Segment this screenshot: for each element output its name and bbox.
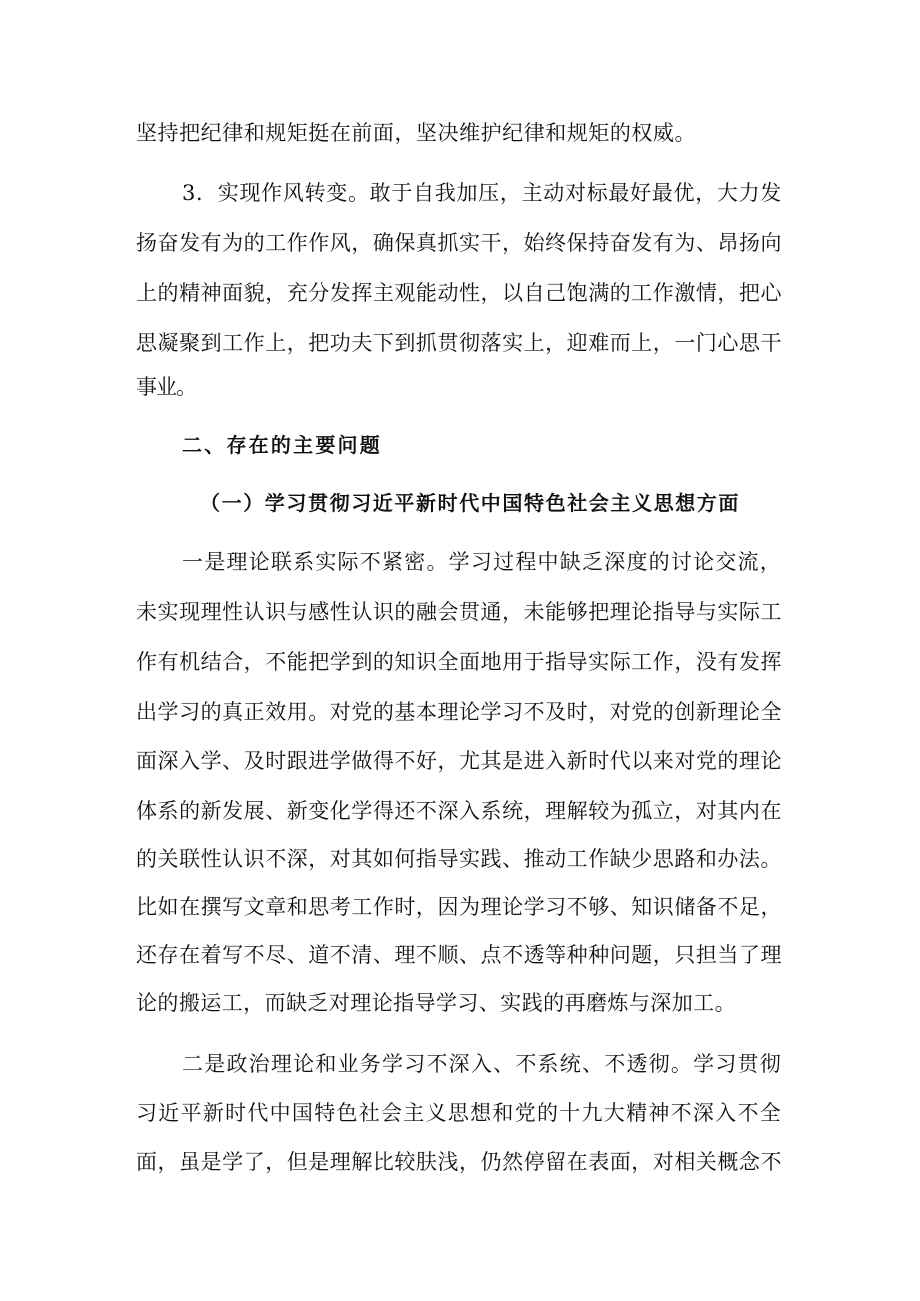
text-line: 比如在撰写文章和思考工作时，因为理论学习不够、知识储备不足， [136,895,782,919]
text-line: 未实现理性认识与感性认识的融会贯通，未能够把理论指导与实际工 [136,600,782,624]
text-line: 二是政治理论和业务学习不深入、不系统、不透彻。学习贯彻 [182,1052,782,1076]
text-line: 上的精神面貌，充分发挥主观能动性，以自己饱满的工作激情，把心 [136,281,782,305]
text-line: 作有机结合，不能把学到的知识全面地用于指导实际工作，没有发挥 [136,650,782,674]
text-line: 面深入学、及时跟进学做得不好，尤其是进入新时代以来对党的理论 [136,749,782,773]
text-line: 一是理论联系实际不紧密。学习过程中缺乏深度的讨论交流， [182,550,782,574]
text-line: 论的搬运工，而缺乏对理论指导学习、实践的再磨炼与深加工。 [136,991,736,1015]
text-line: 坚持把纪律和规矩挺在前面，坚决维护纪律和规矩的权威。 [136,121,696,145]
subsection-heading: （一）学习贯彻习近平新时代中国特色社会主义思想方面 [200,491,740,515]
text-line: 3．实现作风转变。敢于自我加压，主动对标最好最优，大力发 [182,181,782,205]
text-line: 习近平新时代中国特色社会主义思想和党的十九大精神不深入不全 [136,1101,782,1125]
text-line: 还存在着写不尽、道不清、理不顺、点不透等种种问题，只担当了理 [136,943,782,967]
section-heading: 二、存在的主要问题 [182,433,382,457]
text-line: 出学习的真正效用。对党的基本理论学习不及时，对党的创新理论全 [136,700,782,724]
text-line: 事业。 [136,375,196,399]
text-line: 思凝聚到工作上，把功夫下到抓贯彻落实上，迎难而上，一门心思干 [136,331,782,355]
text-line: 面，虽是学了，但是理解比较肤浅，仍然停留在表面，对相关概念不 [136,1150,782,1174]
text-line: 扬奋发有为的工作作风，确保真抓实干，始终保持奋发有为、昂扬向 [136,231,782,255]
text-line: 体系的新发展、新变化学得还不深入系统，理解较为孤立，对其内在 [136,799,782,823]
text-line: 的关联性认识不深，对其如何指导实践、推动工作缺少思路和办法。 [136,847,782,871]
